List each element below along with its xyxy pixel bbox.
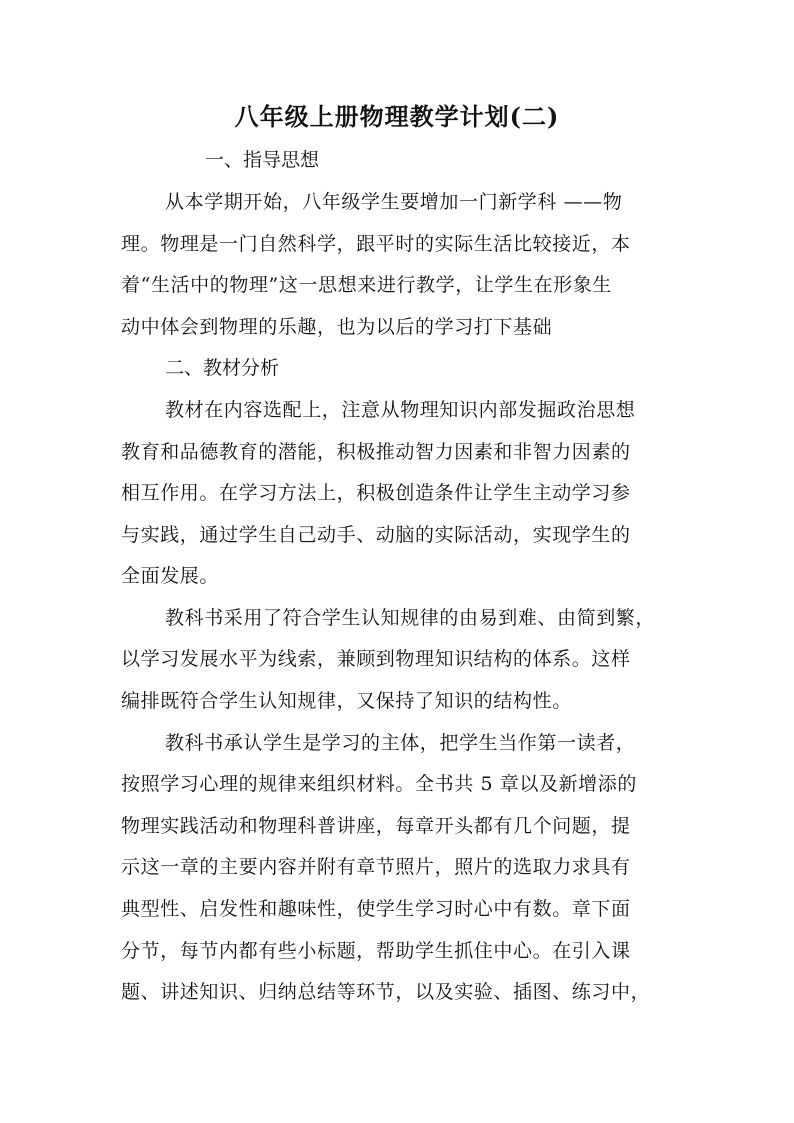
paragraph-line: 题、讲述知识、归纳总结等环节，以及实验、插图、练习中， — [121, 981, 651, 1003]
paragraph-line: 与实践，通过学生自己动手、动脑的实际活动，实现学生的 — [121, 524, 631, 546]
paragraph-line: 按照学习心理的规律来组织材料。全书共 5 章以及新增添的 — [121, 773, 637, 795]
paragraph-line: 示这一章的主要内容并附有章节照片，照片的选取力求具有 — [121, 856, 631, 878]
paragraph-line: 理。物理是一门自然科学，跟平时的实际生活比较接近，本 — [121, 233, 631, 255]
paragraph-line: 着“生活中的物理”这一思想来进行教学，让学生在形象生 — [121, 274, 613, 296]
paragraph-line: 以学习发展水平为线索，兼顾到物理知识结构的体系。这样 — [121, 648, 631, 670]
paragraph-line: 全面发展。 — [121, 565, 220, 587]
section-heading-textbook-analysis: 二、教材分析 — [165, 357, 280, 379]
document-title: 八年级上册物理教学计划(二) — [234, 102, 560, 131]
paragraph-line: 教科书采用了符合学生认知规律的由易到难、由简到繁， — [165, 607, 656, 629]
paragraph-line: 物理实践活动和物理科普讲座，每章开头都有几个问题，提 — [121, 815, 631, 837]
paragraph-line: 教育和品德教育的潜能，积极推动智力因素和非智力因素的 — [121, 441, 631, 463]
paragraph-line: 相互作用。在学习方法上，积极创造条件让学生主动学习参 — [121, 482, 631, 504]
paragraph-line: 教科书承认学生是学习的主体，把学生当作第一读者， — [165, 732, 636, 754]
paragraph-line: 动中体会到物理的乐趣，也为以后的学习打下基础 — [121, 316, 553, 338]
paragraph-line: 教材在内容选配上，注意从物理知识内部发掘政治思想 — [165, 399, 636, 421]
section-heading-guiding-thought: 一、指导思想 — [205, 149, 320, 171]
paragraph-line: 从本学期开始，八年级学生要增加一门新学科 ——物 — [165, 191, 623, 213]
paragraph-line: 典型性、启发性和趣味性，使学生学习时心中有数。章下面 — [121, 898, 631, 920]
paragraph-line: 分节，每节内都有些小标题，帮助学生抓住中心。在引入课 — [121, 940, 631, 962]
paragraph-line: 编排既符合学生认知规律，又保持了知识的结构性。 — [121, 690, 572, 712]
